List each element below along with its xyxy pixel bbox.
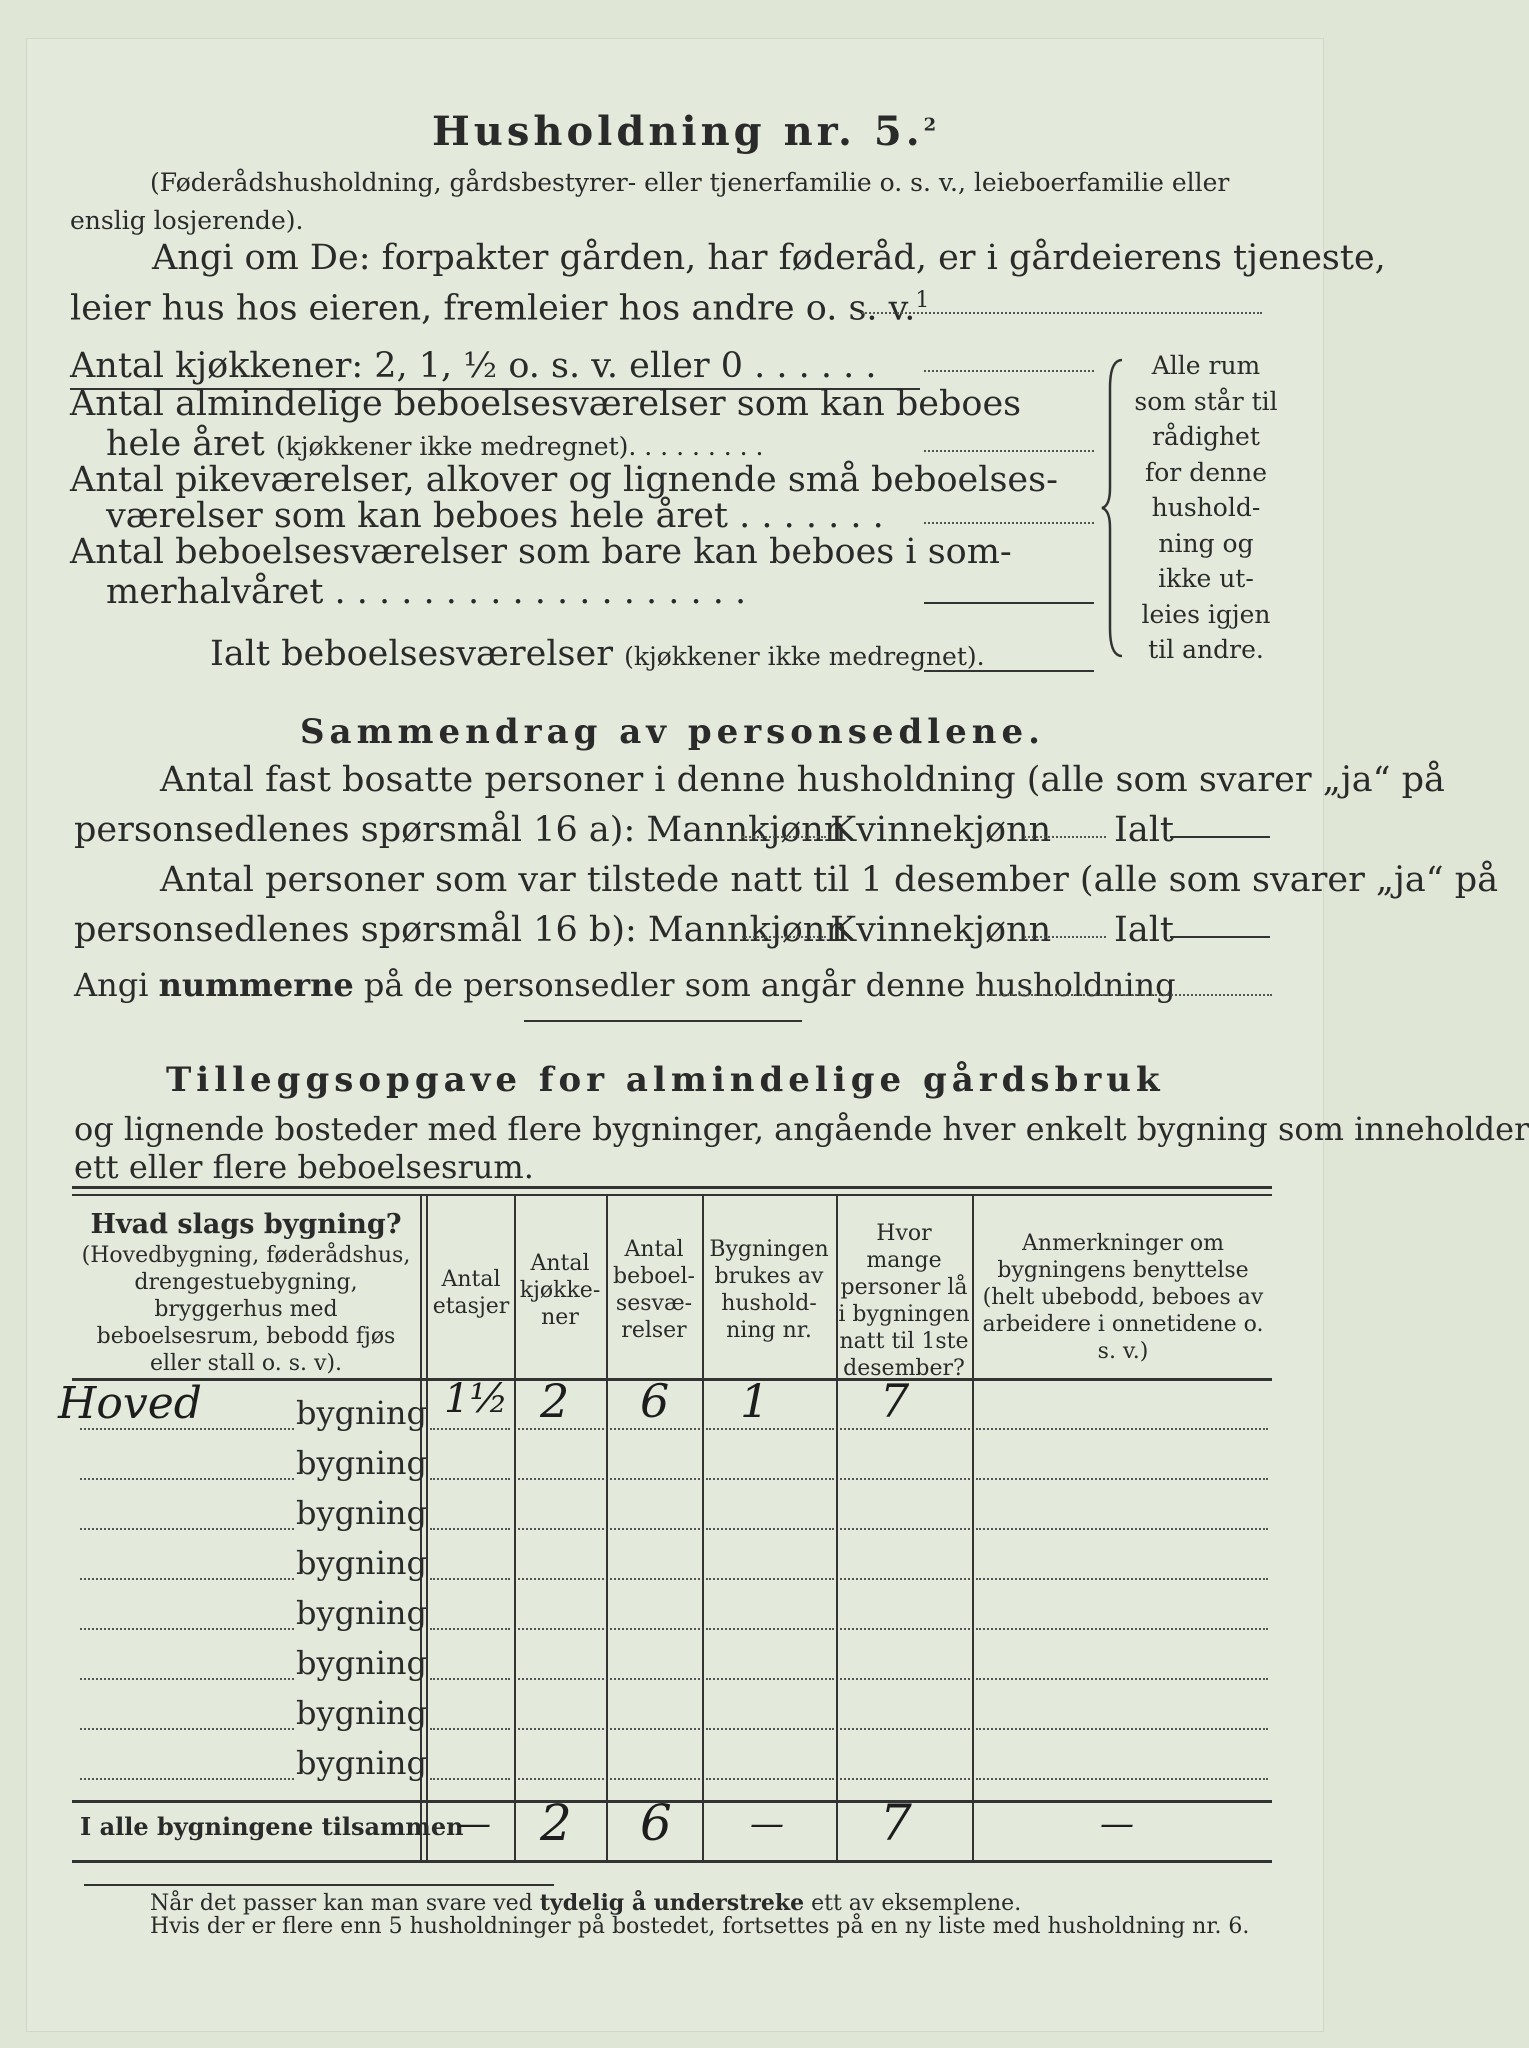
rooms-summer-line-2: merhalvåret . . . . . . . . . . . . . . . . . . . — [106, 572, 747, 612]
row-label-bygning: bygning — [296, 1544, 427, 1582]
angi-numbers-field[interactable] — [976, 994, 1272, 996]
summary-p1-line-2: personsedlenes spørsmål 16 a): Mannkjønn — [74, 810, 847, 850]
cell-field[interactable] — [610, 1678, 700, 1680]
cell-field[interactable] — [518, 1528, 604, 1530]
building-name-field[interactable] — [80, 1528, 294, 1530]
rooms-kitchens-label: Antal kjøkkener: 2, 1, ½ o. s. v. eller 0 . . . . . . — [70, 346, 877, 386]
cell-field[interactable] — [840, 1678, 970, 1680]
cell-field[interactable] — [706, 1778, 834, 1780]
subtitle-line-2: enslig losjerende). — [70, 206, 304, 235]
cell-field[interactable] — [610, 1528, 700, 1530]
cell-field[interactable] — [518, 1478, 604, 1480]
side-note: Alle rum som står til rådighet for denne hushold- ning og ikke ut- leies igjen til andre. — [1134, 351, 1278, 664]
building-name-field[interactable] — [80, 1578, 294, 1580]
building-name-field[interactable] — [80, 1478, 294, 1480]
building-name[interactable]: Hoved — [58, 1378, 202, 1429]
cell-field[interactable] — [430, 1478, 510, 1480]
angi-answer-field[interactable] — [862, 312, 1262, 314]
cell-field[interactable] — [518, 1678, 604, 1680]
building-name-field[interactable] — [80, 1728, 294, 1730]
cell-field[interactable] — [976, 1678, 1268, 1680]
cell-field[interactable] — [976, 1478, 1268, 1480]
row-label-bygning: bygning — [296, 1444, 427, 1482]
building-name-field[interactable] — [80, 1678, 294, 1680]
rooms-total-label: Ialt beboelsesværelser (kjøkkener ikke medregnet). — [210, 634, 985, 674]
row-label-bygning: bygning — [296, 1594, 427, 1632]
cell-field[interactable] — [518, 1628, 604, 1630]
cell-field[interactable] — [610, 1778, 700, 1780]
footer-line-2: Hvis der er flere enn 5 husholdninger på bostedet, fortsettes på en ny liste med husholdning nr. 6. — [150, 1914, 1250, 1939]
table-totals-rule — [72, 1800, 1272, 1803]
rooms-summer-line-1: Antal beboelsesværelser som bare kan beboes i som- — [70, 532, 1012, 572]
totals-remarks[interactable]: — — [1100, 1804, 1134, 1844]
cell-field[interactable] — [518, 1578, 604, 1580]
cell-field[interactable] — [430, 1428, 510, 1430]
cell-field[interactable] — [706, 1578, 834, 1580]
cell-kitchens[interactable]: 2 — [540, 1374, 570, 1428]
head-remarks: Anmerkninger om bygningens benyttelse (helt ubebodd, beboes av arbeidere i onnetidene o. s. v.) — [982, 1231, 1264, 1364]
form-sheet — [26, 38, 1324, 2032]
col-divider — [972, 1196, 974, 1862]
cell-field[interactable] — [840, 1778, 970, 1780]
summer-rooms-answer-field[interactable] — [924, 602, 1094, 604]
summary-p1-line-1: Antal fast bosatte personer i denne husholdning (alle som svarer „ja“ på — [160, 760, 1445, 800]
p1-male-field[interactable] — [742, 836, 826, 838]
row-label-bygning: bygning — [296, 1744, 427, 1782]
supplement-line-2: ett eller flere beboelsesrum. — [74, 1148, 534, 1186]
cell-field[interactable] — [976, 1728, 1268, 1730]
cell-field[interactable] — [518, 1428, 604, 1430]
summary-heading: Sammendrag av personsedlene. — [300, 712, 1045, 752]
supplement-heading: Tilleggsopgave for almindelige gårdsbruk — [166, 1060, 1165, 1100]
cell-field[interactable] — [610, 1478, 700, 1480]
cell-field[interactable] — [706, 1528, 834, 1530]
table-top-rule-2 — [72, 1194, 1272, 1196]
table-top-rule — [72, 1186, 1272, 1189]
angi-line-2: leier hus hos eieren, fremleier hos andre o. s. v.$^1$ — [70, 288, 930, 329]
totals-label: I alle bygningene tilsammen — [80, 1812, 464, 1841]
p2-female-label: Kvinnekjønn — [830, 910, 1052, 950]
totals-persons[interactable]: 7 — [880, 1794, 912, 1852]
ordinary-rooms-answer-field[interactable] — [924, 450, 1094, 452]
cell-rooms[interactable]: 6 — [640, 1374, 670, 1428]
cell-field[interactable] — [976, 1628, 1268, 1630]
supplement-line-1: og lignende bosteder med flere bygninger, angående hver enkelt bygning som inneholder — [74, 1110, 1529, 1148]
totals-household[interactable]: — — [750, 1804, 784, 1844]
cell-field[interactable] — [610, 1728, 700, 1730]
cell-field[interactable] — [610, 1628, 700, 1630]
p1-total-field[interactable] — [1170, 836, 1270, 838]
angi-line-1: Angi om De: forpakter gården, har føderåd, er i gårdeierens tjeneste, — [152, 238, 1386, 278]
cell-field[interactable] — [840, 1428, 970, 1430]
p1-female-field[interactable] — [1024, 836, 1106, 838]
cell-field[interactable] — [430, 1678, 510, 1680]
p1-female-label: Kvinnekjønn — [830, 810, 1052, 850]
rooms-total-answer-field[interactable] — [924, 670, 1094, 672]
head-building: Hvad slags bygning? (Hovedbygning, føderådshus, drengestuebygning, bryggerhus med beboelsesrum, bebodd fjøs eller stall o. s. v). — [81, 1209, 411, 1376]
cell-field[interactable] — [840, 1578, 970, 1580]
cell-floors[interactable]: 1½ — [444, 1376, 509, 1422]
table-bottom-rule — [72, 1860, 1272, 1863]
row-label-bygning: bygning — [296, 1694, 427, 1732]
rooms-ordinary-line-2: hele året (kjøkkener ikke medregnet). . . . . . . . . — [106, 424, 764, 464]
cell-field[interactable] — [840, 1628, 970, 1630]
building-name-field[interactable] — [80, 1428, 294, 1430]
row-label-bygning: bygning — [296, 1644, 427, 1682]
p2-female-field[interactable] — [1024, 936, 1106, 938]
head-persons: Hvor mange personer lå i bygningen natt til 1ste desember? — [838, 1221, 970, 1381]
cell-field[interactable] — [706, 1428, 834, 1430]
row-label-bygning: bygning — [296, 1394, 427, 1432]
page-title: Husholdning nr. 5.$^2$ — [432, 108, 941, 155]
totals-floors[interactable]: — — [457, 1804, 491, 1844]
p2-male-field[interactable] — [742, 936, 826, 938]
cell-field[interactable] — [518, 1778, 604, 1780]
cell-field[interactable] — [976, 1578, 1268, 1580]
footer-line-1: Når det passer kan man svare ved tydelig å understreke ett av eksemplene. — [150, 1890, 1022, 1916]
cell-field[interactable] — [610, 1428, 700, 1430]
summary-p2-line-2: personsedlenes spørsmål 16 b): Mannkjønn — [74, 910, 848, 950]
totals-kitchens[interactable]: 2 — [540, 1794, 572, 1852]
cell-field[interactable] — [706, 1678, 834, 1680]
cell-persons[interactable]: 7 — [880, 1374, 910, 1428]
rooms-ordinary-line-1: Antal almindelige beboelsesværelser som kan beboes — [70, 384, 1022, 424]
subtitle-line-1: (Føderådshusholdning, gårdsbestyrer- eller tjenerfamilie o. s. v., leieboerfamilie eller — [150, 168, 1230, 197]
cell-field[interactable] — [430, 1528, 510, 1530]
head-floors: Antal etasjer — [432, 1267, 510, 1319]
summary-divider — [524, 1020, 802, 1022]
head-kitchens: Antal kjøkke-ner — [519, 1251, 601, 1330]
cell-field[interactable] — [610, 1578, 700, 1580]
cell-field[interactable] — [430, 1778, 510, 1780]
angi-numbers-label: Angi nummerne på de personsedler som angår denne husholdning — [74, 966, 1176, 1004]
cell-field[interactable] — [976, 1528, 1268, 1530]
cell-field[interactable] — [976, 1778, 1268, 1780]
cell-field[interactable] — [840, 1528, 970, 1530]
cell-field[interactable] — [430, 1628, 510, 1630]
cell-field[interactable] — [976, 1428, 1268, 1430]
building-name-field[interactable] — [80, 1778, 294, 1780]
maid-rooms-answer-field[interactable] — [924, 522, 1094, 524]
rooms-maid-line-2: værelser som kan beboes hele året . . . . . . . — [106, 496, 884, 536]
cell-field[interactable] — [840, 1478, 970, 1480]
cell-field[interactable] — [430, 1578, 510, 1580]
totals-rooms[interactable]: 6 — [640, 1794, 672, 1852]
head-rooms: Antal beboel-sesvæ-relser — [613, 1237, 695, 1343]
cell-household[interactable]: 1 — [740, 1374, 770, 1428]
rooms-maid-line-1: Antal pikeværelser, alkover og lignende små beboelses- — [70, 460, 1058, 500]
p2-total-field[interactable] — [1170, 936, 1270, 938]
cell-field[interactable] — [840, 1728, 970, 1730]
table-header-rule — [72, 1378, 1272, 1381]
footer-rule — [84, 1884, 554, 1886]
building-name-field[interactable] — [80, 1628, 294, 1630]
cell-field[interactable] — [430, 1728, 510, 1730]
row-label-bygning: bygning — [296, 1494, 427, 1532]
head-household: Bygningen brukes av hushold-ning nr. — [709, 1237, 829, 1343]
p2-total-label: Ialt — [1114, 910, 1174, 950]
kitchens-answer-field[interactable] — [924, 370, 1094, 372]
p1-total-label: Ialt — [1114, 810, 1174, 850]
cell-field[interactable] — [706, 1628, 834, 1630]
cell-field[interactable] — [706, 1478, 834, 1480]
cell-field[interactable] — [706, 1728, 834, 1730]
summary-p2-line-1: Antal personer som var tilstede natt til 1 desember (alle som svarer „ja“ på — [160, 860, 1499, 900]
cell-field[interactable] — [518, 1728, 604, 1730]
